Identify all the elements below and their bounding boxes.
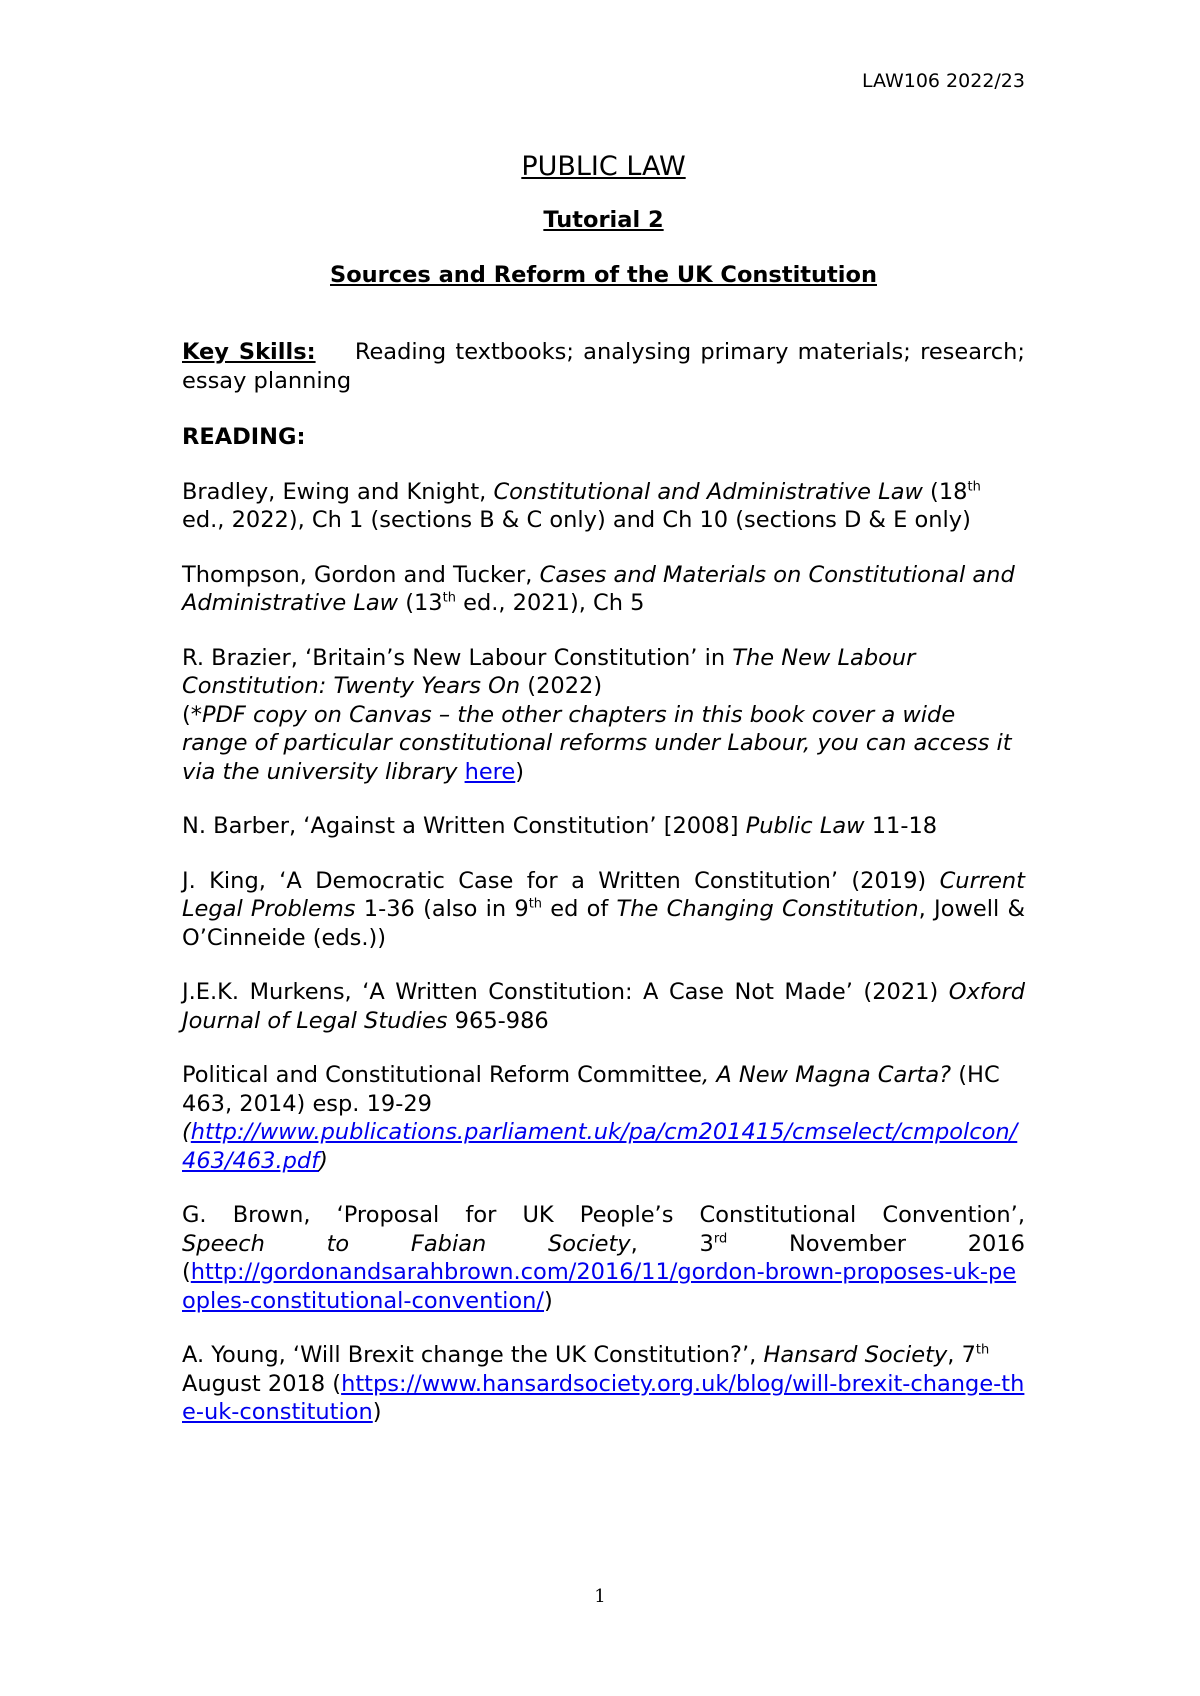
ref-sup: th: [528, 896, 543, 912]
link-paren: ): [319, 1147, 328, 1174]
tutorial-heading: Tutorial 2: [543, 207, 664, 233]
ref-details: , Jowell & O’Cinneide (eds.)): [182, 896, 1025, 951]
ref-details: ed., 2021), Ch 5: [455, 590, 645, 616]
ref-details: (HC 463, 2014) esp. 19-29: [182, 1062, 1000, 1117]
ref-title: The New Labour Constitution: Twenty Years On: [182, 644, 916, 699]
ref-edition: (13: [398, 590, 443, 616]
hansard-link[interactable]: https://www.hansardsociety.org.uk/blog/will-brexit-change-the-uk-constitution: [182, 1370, 1025, 1425]
ref-authors: R. Brazier, ‘Britain’s New Labour Constitution’ in: [182, 644, 733, 671]
note-paren: (: [182, 701, 191, 728]
ref-date: November 2016: [788, 1230, 1025, 1257]
reading-item: [182, 478, 1025, 535]
ref-date-day: 3: [699, 1230, 714, 1257]
ref-journal: Current Legal Problems: [182, 867, 1025, 922]
reading-item: [182, 812, 1025, 841]
ref-details: 1-36 (also in 9: [355, 896, 529, 922]
ref-details: 965-986: [447, 1007, 549, 1034]
page-title: PUBLIC LAW: [521, 151, 686, 182]
key-skills-label: Key Skills:: [182, 339, 316, 365]
ref-org: Hansard Society: [763, 1342, 948, 1368]
ref-sup: th: [975, 1342, 990, 1358]
note-paren: ): [515, 758, 525, 785]
ref-authors: J. King, ‘A Democratic Case for a Written Constitution’ (2019): [182, 867, 940, 894]
link-paren: ): [544, 1287, 553, 1314]
ref-sup: th: [442, 590, 456, 606]
reading-item: [182, 1201, 1025, 1315]
link-paren: (: [182, 1119, 191, 1145]
course-code: LAW106 2022/23: [861, 70, 1025, 92]
ref-authors: Political and Constitutional Reform Committee: [182, 1062, 703, 1088]
reading-item: [182, 644, 1025, 787]
ref-authors: A. Young, ‘Will Brexit change the UK Constitution?’,: [182, 1342, 764, 1368]
ref-title: , A New Magna Carta?: [702, 1062, 952, 1088]
ref-details: ed., 2022), Ch 1 (sections B & C only) and Ch 10 (sections D & E only): [182, 507, 971, 533]
ref-details: 11-18: [864, 813, 938, 839]
key-skills: [182, 338, 1025, 395]
library-link[interactable]: here: [464, 758, 516, 785]
ref-comma: ,: [630, 1230, 638, 1257]
ref-speech: Speech to Fabian Society: [182, 1230, 631, 1257]
ref-authors: Thompson, Gordon and Tucker,: [182, 561, 540, 588]
reading-item: [182, 867, 1025, 953]
reading-item: [182, 978, 1025, 1035]
speech-link[interactable]: http://gordonandsarahbrown.com/2016/11/gordon-brown-proposes-uk-peoples-constitutional-convention/: [182, 1259, 1017, 1314]
ref-journal: Public Law: [745, 813, 865, 839]
ref-authors: J.E.K. Murkens, ‘A Written Constitution: A Case Not Made’ (2021): [182, 979, 949, 1005]
key-skills-text: Reading textbooks; analysing primary materials; research; essay planning: [182, 339, 1025, 394]
ref-sup: th: [967, 479, 981, 494]
reading-item: [182, 1341, 1025, 1427]
committee-report-link[interactable]: http://www.publications.parliament.uk/pa/cm201415/cmselect/cmpolcon/463/463.pdf: [182, 1119, 1018, 1174]
ref-authors: Bradley, Ewing and Knight,: [182, 478, 494, 505]
ref-edition: (18: [930, 478, 968, 505]
reading-heading: READING:: [182, 424, 306, 450]
topic-heading: Sources and Reform of the UK Constitution: [330, 261, 877, 288]
page-number: 1: [594, 1586, 606, 1607]
ref-details: August 2018 (: [182, 1370, 342, 1397]
ref-note: *PDF copy on Canvas – the other chapters in this book cover a wide range of particular constitutional reforms under Labour, you can access it via the university library: [182, 701, 1012, 785]
document-body: [182, 140, 1025, 1427]
ref-speech-line: [182, 1230, 1025, 1259]
ref-details: ed of: [542, 896, 617, 922]
link-paren: (: [182, 1259, 191, 1285]
ref-authors: N. Barber, ‘Against a Written Constitution’ [2008]: [182, 813, 746, 839]
ref-title: The Changing Constitution: [616, 896, 919, 922]
ref-title: Constitutional and Administrative Law: [493, 478, 923, 505]
reading-item: [182, 1061, 1025, 1175]
reading-item: [182, 561, 1025, 618]
ref-details: , 7: [947, 1342, 976, 1368]
ref-title: Cases and Materials on Constitutional and Administrative Law: [182, 561, 1015, 616]
ref-authors: G. Brown, ‘Proposal for UK People’s Constitutional Convention’,: [182, 1202, 1025, 1228]
ref-journal: Oxford Journal of Legal Studies: [182, 979, 1025, 1034]
ref-sup: rd: [713, 1231, 728, 1246]
ref-details: (2022): [520, 673, 603, 699]
link-paren: ): [372, 1399, 382, 1425]
